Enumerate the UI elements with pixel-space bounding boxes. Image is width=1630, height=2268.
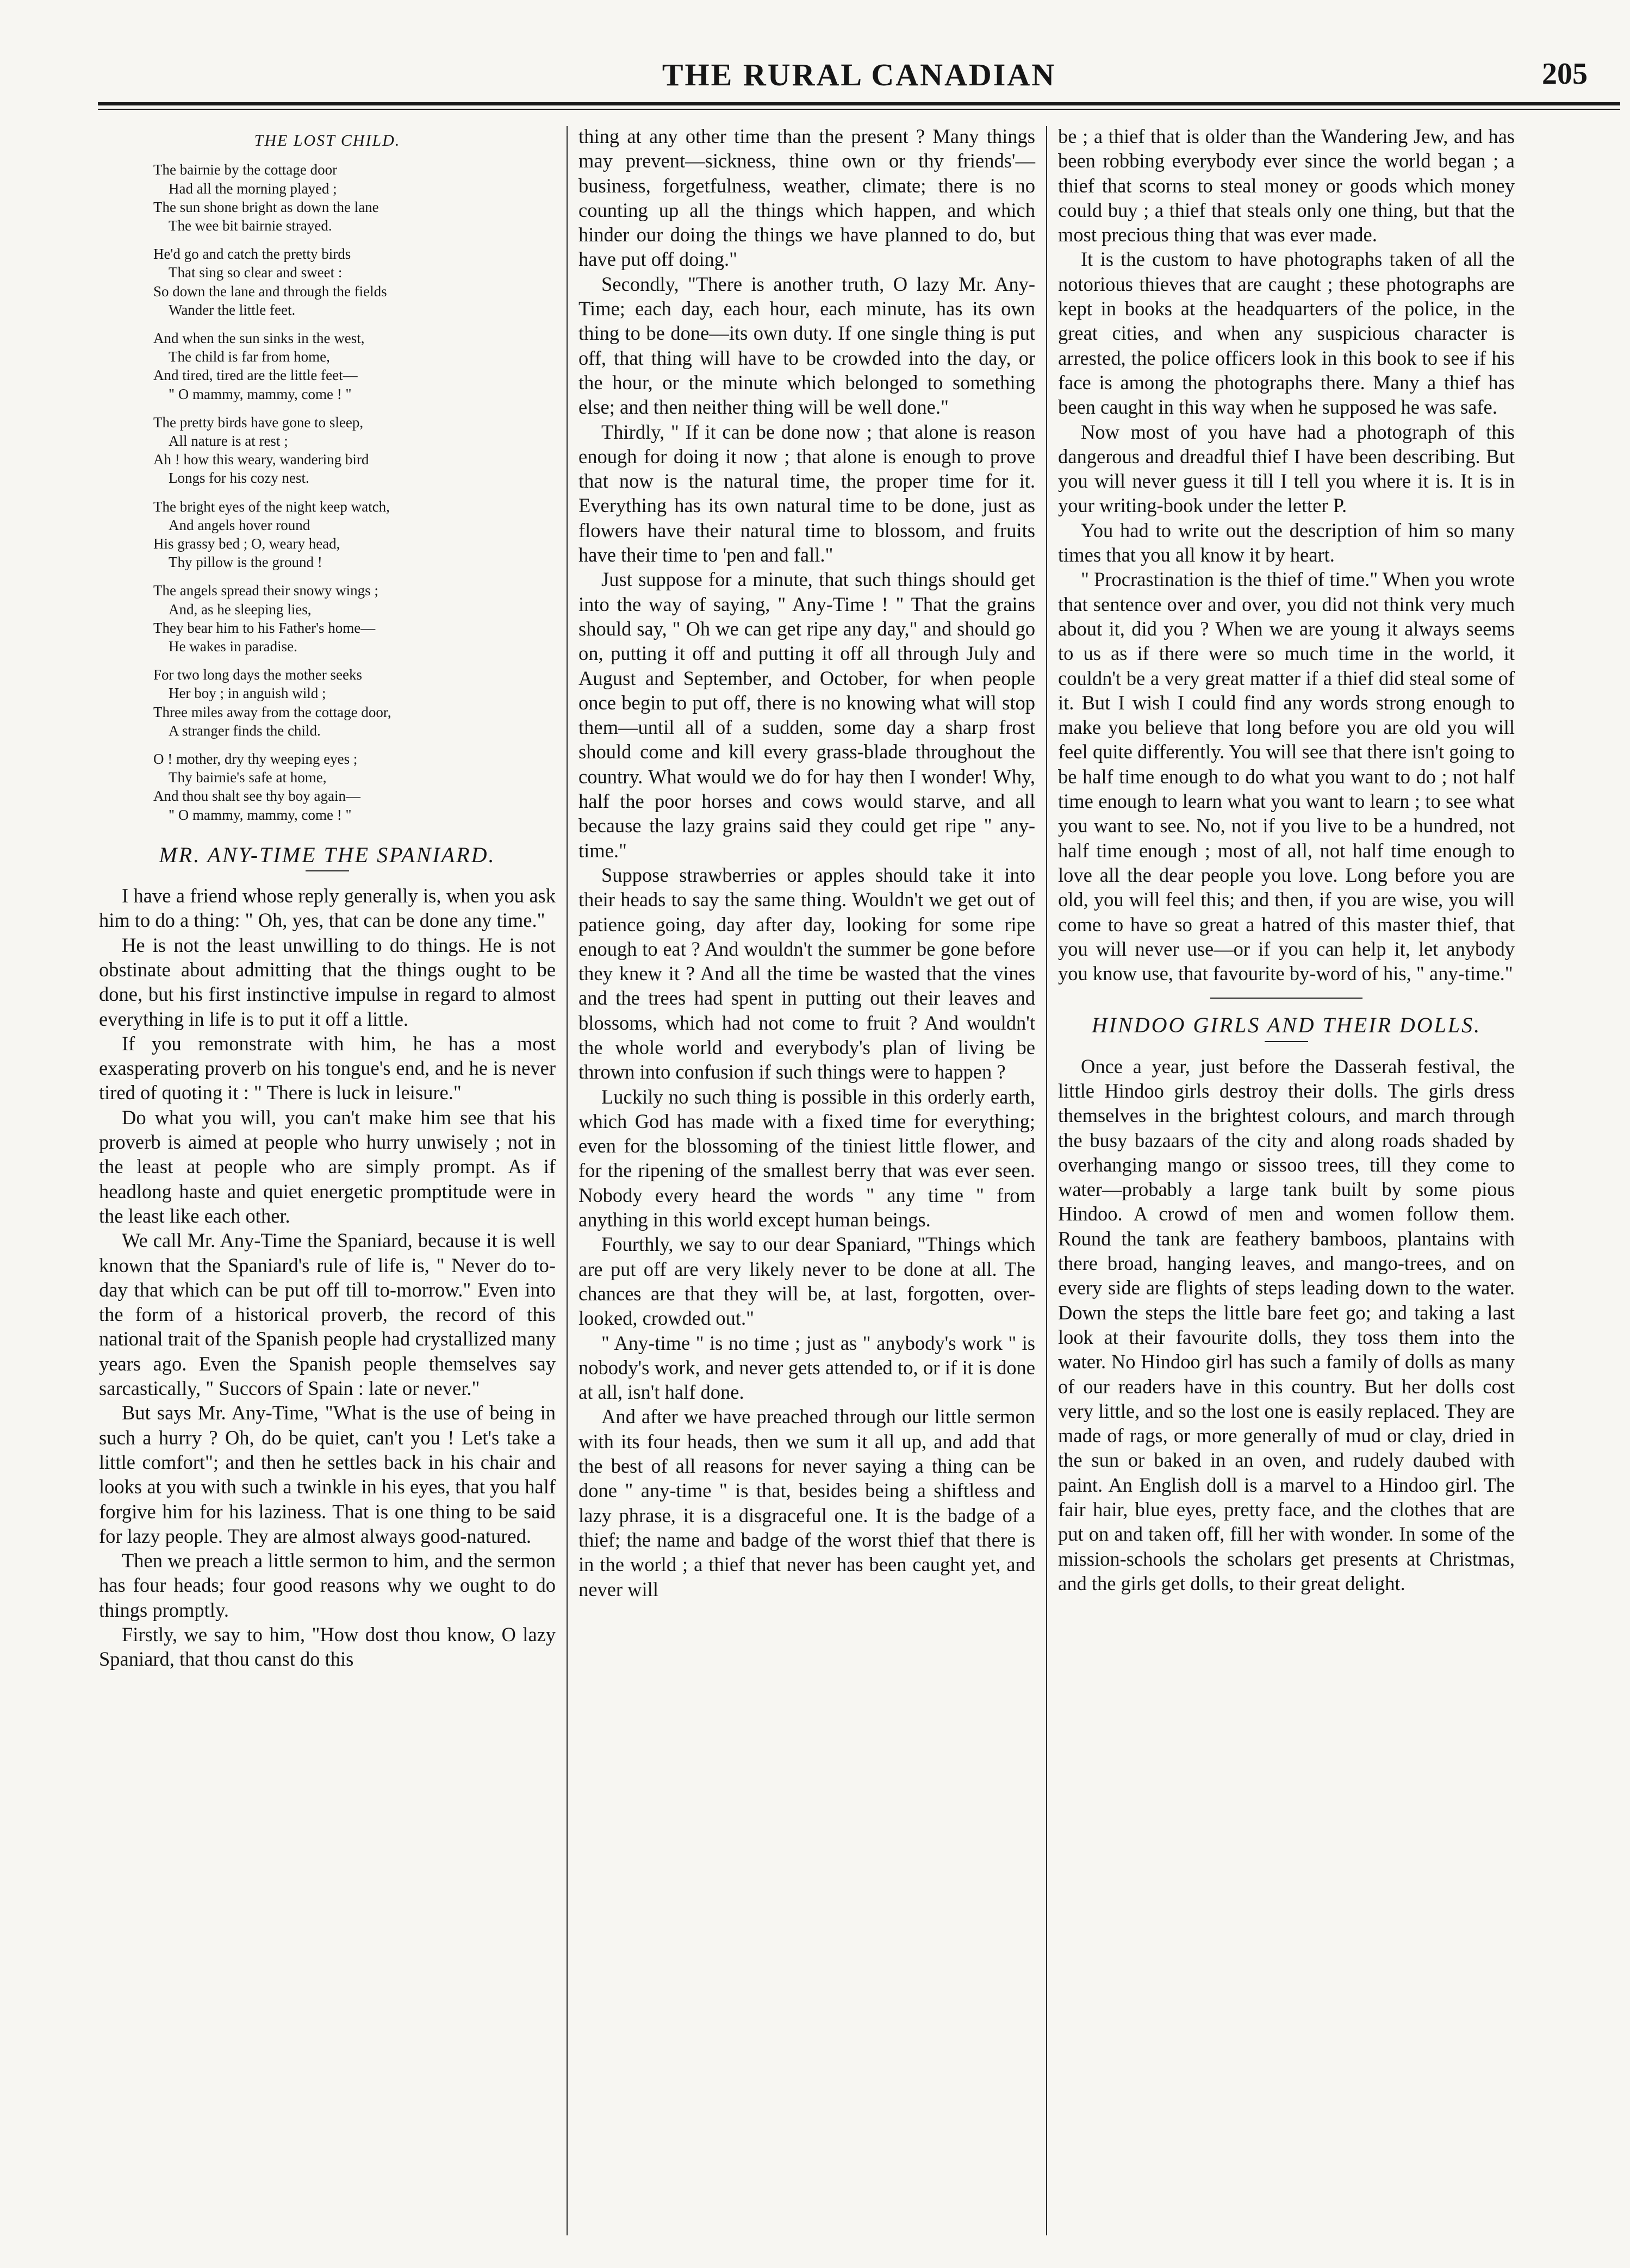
poem-line: Wander the little feet.: [169, 301, 296, 318]
page-number: 205: [1542, 57, 1588, 91]
paragraph: be ; a thief that is older than the Wandering Jew, and has been robbing everybody ever since the world began ; a thief that scorns to steal money or goods which money could buy ; a thief that steals only one thing, but that the most precious thing that was ever made.: [1058, 125, 1515, 246]
page-header: [98, 54, 1620, 98]
paragraph: Thirdly, " If it can be done now ; that alone is reason enough for doing it now ; that alone is enough to prove that now is the natural time, the proper time for it. Everything has its own natural time to be done, just as flowers have their natural time to blossom, and fruits have their time to 'pen and fall.": [578, 420, 1035, 566]
column-2: [578, 124, 1035, 1602]
section-divider: [1210, 998, 1363, 999]
poem-stanza: [153, 245, 556, 319]
poem-stanza: [153, 581, 556, 656]
poem-line: " O mammy, mammy, come ! ": [169, 385, 352, 402]
poem-line: The bright eyes of the night keep watch,: [153, 498, 390, 515]
paragraph: Once a year, just before the Dasserah festival, the little Hindoo girls destroy their dolls. The girls dress themselves in the brightest colours, and march through the busy bazaars of the city and along roads shaded by overhanging mango or sissoo trees, till they come to water—probably a large tank built by some pious Hindoo. A crowd of men and women follow them. Round the tank are feathery bamboos, plantains with there broad, hanging leaves, and mango-trees, and on every side are flights of steps leading down to the water. Down the steps the little bare feet go; and taking a last look at their favourite dolls, they toss them into the water. No Hindoo girl has such a family of dolls as many of our readers have in this country. But her dolls cost very little, and so the lost one is easily replaced. They are made of rags, or more generally of mud or clay, dried in the sun or baked in an oven, and rudely daubed with paint. An English doll is a marvel to a Hindoo girl. The fair hair, blue eyes, pretty face, and the clothes that are put on and taken off, fill her with wonder. In some of the mission-schools the scholars get presents at Christmas, and the girls get dolls, to their great delight.: [1058, 1055, 1515, 1594]
poem-title: THE LOST CHILD.: [254, 132, 401, 149]
paragraph: Then we preach a little sermon to him, and the sermon has four heads; four good reasons why we ought to do things promptly.: [99, 1549, 556, 1621]
poem: [153, 160, 556, 824]
poem-line: And, as he sleeping lies,: [169, 601, 312, 618]
paragraph: Suppose strawberries or apples should take it into their heads to say the same thing. Wouldn't we get out of patience going, day after day, looking for some ripe enough to eat ? And wouldn't the summer be gone before they knew it ? And all the time be wasted that the vines and the trees had spent in putting out their leaves and blossoms, which had not come to fruit ? And wouldn't the whole world and everybody's plan of living be thrown into confusion if such things were to happen ?: [578, 863, 1035, 1083]
paragraph: thing at any other time than the present ? Many things may prevent—sickness, thine own or thy friends'—business, forgetfulness, weather, climate; there is no counting up all the things which happen, and which hinder our doing the things we have planned to do, but have put off doing.": [578, 125, 1035, 271]
poem-line: Had all the morning played ;: [169, 180, 337, 197]
poem-line: The angels spread their snowy wings ;: [153, 582, 378, 599]
paragraph: Do what you will, you can't make him see that his proverb is aimed at people who hurry unwisely ; not in the least at people who are simply prompt. As if headlong haste and quiet energetic promptitude were in the least like each other.: [99, 1106, 556, 1227]
header-rule: [98, 102, 1620, 105]
poem-line: For two long days the mother seeks: [153, 666, 362, 683]
paragraph: You had to write out the description of him so many times that you all know it by heart.: [1058, 519, 1515, 566]
title-rule: [1265, 1041, 1308, 1042]
article-title: HINDOO GIRLS AND THEIR DOLLS.: [1091, 1013, 1482, 1038]
paragraph: Firstly, we say to him, "How dost thou know, O lazy Spaniard, that thou canst do this: [99, 1623, 556, 1671]
poem-line: So down the lane and through the fields: [153, 283, 387, 300]
column-3: [1058, 124, 1515, 1596]
poem-stanza: [153, 329, 556, 403]
poem-line: And thou shalt see thy boy again—: [153, 788, 360, 805]
poem-line: Ah ! how this weary, wandering bird: [153, 451, 369, 468]
poem-line: The bairnie by the cottage door: [153, 161, 338, 178]
poem-line: And tired, tired are the little feet—: [153, 367, 358, 384]
poem-line: They bear him to his Father's home—: [153, 619, 376, 636]
paragraph: If you remonstrate with him, he has a most exasperating proverb on his tongue's end, and he is never tired of quoting it : " There is luck in leisure.": [99, 1032, 556, 1104]
poem-line: That sing so clear and sweet :: [169, 264, 343, 281]
paragraph: We call Mr. Any-Time the Spaniard, because it is well known that the Spaniard's rule of life is, " Never do to-day that which can be put off till to-morrow." Even into the form of a historical proverb, the record of this national trait of the Spanish people had crystallized many years ago. Even the Spanish people themselves say sarcastically, " Succors of Spain : late or never.": [99, 1229, 556, 1400]
title-rule: [306, 870, 349, 871]
column-1: [99, 124, 556, 1672]
newspaper-title: THE RURAL CANADIAN: [662, 57, 1056, 92]
column-divider: [567, 126, 568, 2235]
paragraph: Just suppose for a minute, that such things should get into the way of saying, " Any-Time ! " That the grains should say, " Oh we can get ripe any day," and should go on, putting it off and putting it off all through July and August and September, and October, for when people once begin to put off, there is no knowing what will stop them—until all of a sudden, some day a sharp frost should come and kill every grass-blade throughout the country. What would we do for hay then I wonder! Why, half the poor horses and cows would starve, and all because the lazy grains said they could get ripe " any-time.": [578, 568, 1035, 862]
paragraph: It is the custom to have photographs taken of all the notorious thieves that are caught ; these photographs are kept in books at the headquarters of the police, in the great cities, and when any suspicious character is arrested, the police officers look in this book to see if his face is among the photographs there. Many a thief has been caught in this way when he supposed he was safe.: [1058, 248, 1515, 419]
paragraph: And after we have preached through our little sermon with its four heads, then we sum it all up, and add that the best of all reasons for never saying a thing can be done " any-time " is that, besides being a shiftless and lazy phrase, it is a disgraceful one. It is the badge of a thief; the name and badge of the worst thief that there is in the world ; a thief that never has been caught yet, and never will: [578, 1405, 1035, 1600]
poem-line: His grassy bed ; O, weary head,: [153, 535, 340, 552]
poem-line: He wakes in paradise.: [169, 638, 297, 655]
poem-line: " O mammy, mammy, come ! ": [169, 806, 352, 823]
poem-line: Thy pillow is the ground !: [169, 554, 322, 571]
poem-line: Her boy ; in anguish wild ;: [169, 685, 326, 702]
paragraph: But says Mr. Any-Time, "What is the use of being in such a hurry ? Oh, do be quiet, can't you ! Let's take a little comfort"; and then he settles back in his chair and looks at you with such a twinkle in his eyes, that you half forgive him for his laziness. That is one thing to be said for lazy people. They are almost always good-natured.: [99, 1401, 556, 1547]
poem-line: And when the sun sinks in the west,: [153, 329, 365, 346]
paragraph: Fourthly, we say to our dear Spaniard, "Things which are put off are very likely never to be done at all. The chances are that they will be, at last, forgotten, over-looked, crowded out.": [578, 1233, 1035, 1330]
poem-line: O ! mother, dry thy weeping eyes ;: [153, 750, 358, 767]
poem-line: Thy bairnie's safe at home,: [169, 769, 327, 786]
poem-line: A stranger finds the child.: [169, 722, 321, 739]
paragraph: Secondly, "There is another truth, O lazy Mr. Any-Time; each day, each hour, each minute, has its own thing to be done—its own duty. If one single thing is put off, that thing will have to be crowded into the day, or the hour, or the minute which belonged to something else; and then neither thing will be well done.": [578, 272, 1035, 419]
poem-stanza: [153, 160, 556, 235]
header-rule-thin: [98, 109, 1620, 110]
poem-line: And angels hover round: [169, 516, 310, 533]
poem-line: All nature is at rest ;: [169, 432, 288, 449]
poem-line: Longs for his cozy nest.: [169, 470, 309, 487]
article-title: MR. ANY-TIME THE SPANIARD.: [159, 842, 496, 867]
poem-line: Three miles away from the cottage door,: [153, 703, 391, 720]
poem-line: The wee bit bairnie strayed.: [169, 217, 332, 234]
poem-line: The sun shone bright as down the lane: [153, 198, 379, 215]
paragraph: " Procrastination is the thief of time." When you wrote that sentence over and over, you did not think very much about it, did you ? When we are young it always seems to us as if there were so much time in the world, it couldn't be a very great matter if a thief did steal some of it. But I wish I could find any words strong enough to make you believe that long before you are old you will feel quite differently. You will see that there isn't going to be half time enough to do what you want to do ; not half time enough to learn what you want to learn ; to see what you want to see. No, not if you live to be a hundred, not half time enough ; most of all, not half time enough to love all the dear people you love. Long before you are old, you will feel this; and then, if you are wise, you will come to have so great a hatred of this master thief, that you will never use—or if you can help it, let anybody you know use, that favourite by-word of his, " any-time.": [1058, 568, 1515, 985]
paragraph: Now most of you have had a photograph of this dangerous and dreadful thief I have been describing. But you will never guess it till I tell you where it is. It is in your writing-book under the letter P.: [1058, 420, 1515, 517]
poem-stanza: [153, 750, 556, 824]
poem-stanza: [153, 497, 556, 572]
paragraph: " Any-time " is no time ; just as " anybody's work " is nobody's work, and never gets attended to, or if it is done at all, isn't half done.: [578, 1331, 1035, 1404]
paragraph: He is not the least unwilling to do things. He is not obstinate about admitting that the things ought to be done, but his first instinctive impulse in regard to almost everything in life is to put it off a little.: [99, 933, 556, 1030]
poem-stanza: [153, 665, 556, 740]
column-divider: [1046, 126, 1047, 2235]
poem-line: He'd go and catch the pretty birds: [153, 246, 351, 263]
paragraph: I have a friend whose reply generally is, when you ask him to do a thing: " Oh, yes, that can be done any time.": [99, 884, 556, 932]
poem-stanza: [153, 413, 556, 488]
poem-line: The pretty birds have gone to sleep,: [153, 414, 364, 431]
paragraph: Luckily no such thing is possible in this orderly earth, which God has made with a fixed time for everything; even for the blossoming of the tiniest little flower, and for the ripening of the smallest berry that was ever seen. Nobody every heard the words " any time " from anything in this world except human beings.: [578, 1085, 1035, 1231]
poem-line: The child is far from home,: [169, 348, 330, 365]
